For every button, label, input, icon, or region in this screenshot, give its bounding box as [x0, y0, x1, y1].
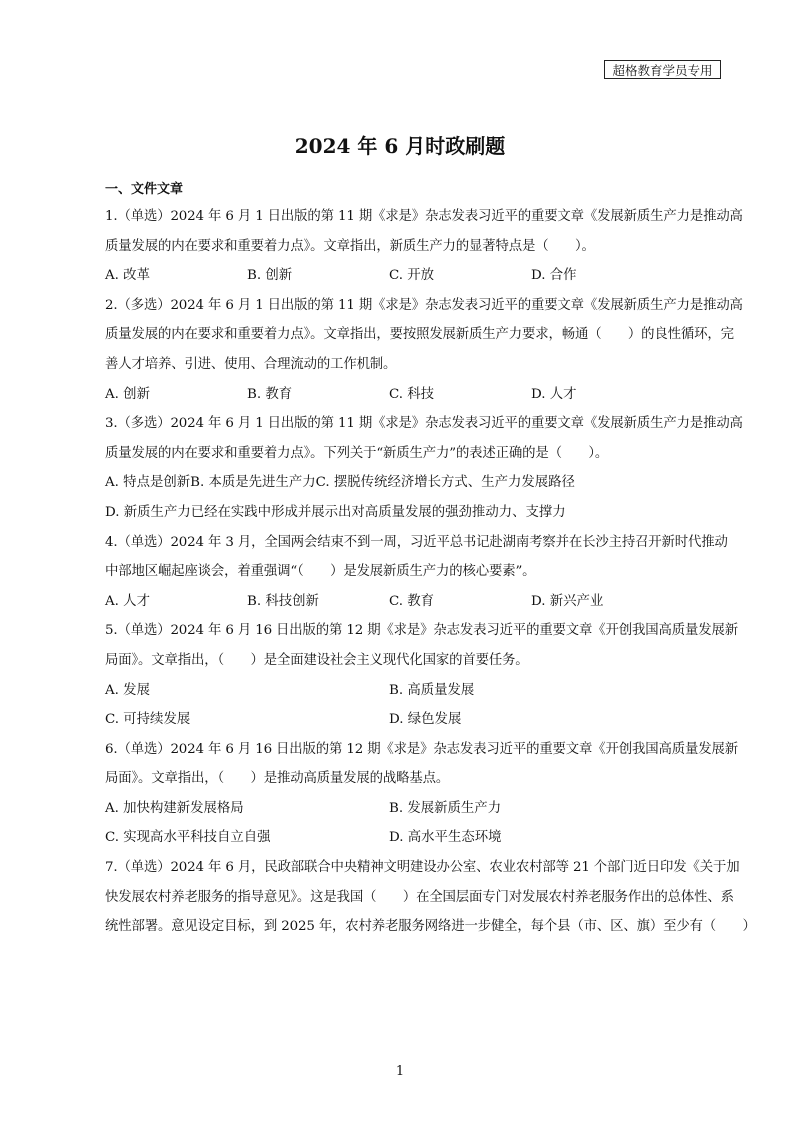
answer-option: D. 合作: [531, 268, 577, 284]
answer-option: A. 特点是创新: [105, 475, 191, 491]
option-group: [105, 380, 725, 410]
question-stem-line: 6.（单选）2024 年 6 月 16 日出版的第 12 期《求是》杂志发表习近平的重要文章《开创我国高质量发展新: [105, 741, 738, 757]
question-stem-line: 质量发展的内在要求和重要着力点》。文章指出，要按照发展新质生产力要求，畅通（ ）的良性循环，完: [105, 327, 734, 343]
answer-option: A. 人才: [105, 593, 150, 609]
answer-option: D. 高水平生态环境: [389, 830, 502, 846]
answer-option: A. 加快构建新发展格局: [105, 800, 244, 816]
answer-option: B. 高质量发展: [389, 682, 475, 698]
answer-option: B. 教育: [247, 386, 293, 402]
question-stem-line: 善人才培养、引进、使用、合理流动的工作机制。: [105, 356, 397, 372]
page-number: 1: [395, 1064, 405, 1079]
answer-option: D. 新兴产业: [531, 593, 604, 609]
question-stem-line: 局面》。文章指出，（ ）是推动高质量发展的战略基点。: [105, 771, 450, 787]
option-group: [105, 261, 725, 291]
option-group: [105, 468, 725, 527]
option-group: [105, 794, 725, 853]
question-item: [105, 735, 738, 853]
question-stem-line: 3.（多选）2024 年 6 月 1 日出版的第 11 期《求是》杂志发表习近平的重要文章《发展新质生产力是推动高: [105, 416, 743, 432]
question-item: [105, 291, 743, 409]
page-title: 2024 年 6 月时政刷题: [294, 134, 506, 158]
answer-option: D. 新质生产力已经在实践中形成并展示出对高质量发展的强劲推动力、支撑力: [105, 504, 566, 520]
answer-option: D. 绿色发展: [389, 712, 462, 728]
question-stem-line: 7.（单选）2024 年 6 月，民政部联合中央精神文明建设办公室、农业农村部等 21 个部门近日印发《关于加: [105, 860, 740, 876]
answer-option: A. 发展: [105, 682, 150, 698]
question-stem-line: 2.（多选）2024 年 6 月 1 日出版的第 11 期《求是》杂志发表习近平的重要文章《发展新质生产力是推动高: [105, 297, 743, 313]
question-item: [105, 202, 743, 291]
option-group: [105, 676, 725, 735]
question-item: [105, 528, 728, 617]
question-stem-line: 质量发展的内在要求和重要着力点》。文章指出，新质生产力的显著特点是（ ）。: [105, 238, 595, 254]
question-item: [105, 409, 743, 527]
header-stamp: 超格教育学员专用: [604, 60, 721, 79]
question-list: [105, 202, 756, 942]
answer-option: B. 本质是先进生产力: [190, 475, 316, 491]
answer-option: C. 开放: [389, 268, 435, 284]
answer-option: B. 创新: [247, 268, 293, 284]
answer-option: C. 摆脱传统经济增长方式、生产力发展路径: [315, 475, 575, 491]
question-stem-line: 4.（单选）2024 年 3 月，全国两会结束不到一周，习近平总书记赴湖南考察并在长沙主持召开新时代推动: [105, 534, 728, 550]
question-stem-line: 快发展农村养老服务的指导意见》。这是我国（ ）在全国层面专门对发展农村养老服务作出的总体性、系: [105, 889, 734, 905]
answer-option: C. 实现高水平科技自立自强: [105, 830, 271, 846]
question-stem-line: 统性部署。意见设定目标，到 2025 年，农村养老服务网络进一步健全，每个县（市、区、旗）至少有（ ）: [105, 919, 756, 935]
section-heading: 一、文件文章: [105, 182, 184, 197]
question-stem-line: 质量发展的内在要求和重要着力点》。下列关于“新质生产力”的表述正确的是（ ）。: [105, 445, 609, 461]
answer-option: B. 发展新质生产力: [389, 800, 502, 816]
question-stem-line: 中部地区崛起座谈会，着重强调“（ ）是发展新质生产力的核心要素”。: [105, 564, 536, 580]
question-stem-line: 5.（单选）2024 年 6 月 16 日出版的第 12 期《求是》杂志发表习近平的重要文章《开创我国高质量发展新: [105, 623, 738, 639]
answer-option: C. 可持续发展: [105, 712, 191, 728]
question-item: [105, 853, 756, 942]
answer-option: C. 教育: [389, 593, 435, 609]
question-item: [105, 616, 738, 734]
option-group: [105, 587, 725, 617]
answer-option: C. 科技: [389, 386, 435, 402]
answer-option: B. 科技创新: [247, 593, 319, 609]
answer-option: A. 改革: [105, 268, 150, 284]
answer-option: D. 人才: [531, 386, 577, 402]
answer-option: A. 创新: [105, 386, 150, 402]
question-stem-line: 局面》。文章指出，（ ）是全面建设社会主义现代化国家的首要任务。: [105, 652, 529, 668]
question-stem-line: 1.（单选）2024 年 6 月 1 日出版的第 11 期《求是》杂志发表习近平的重要文章《发展新质生产力是推动高: [105, 209, 743, 224]
